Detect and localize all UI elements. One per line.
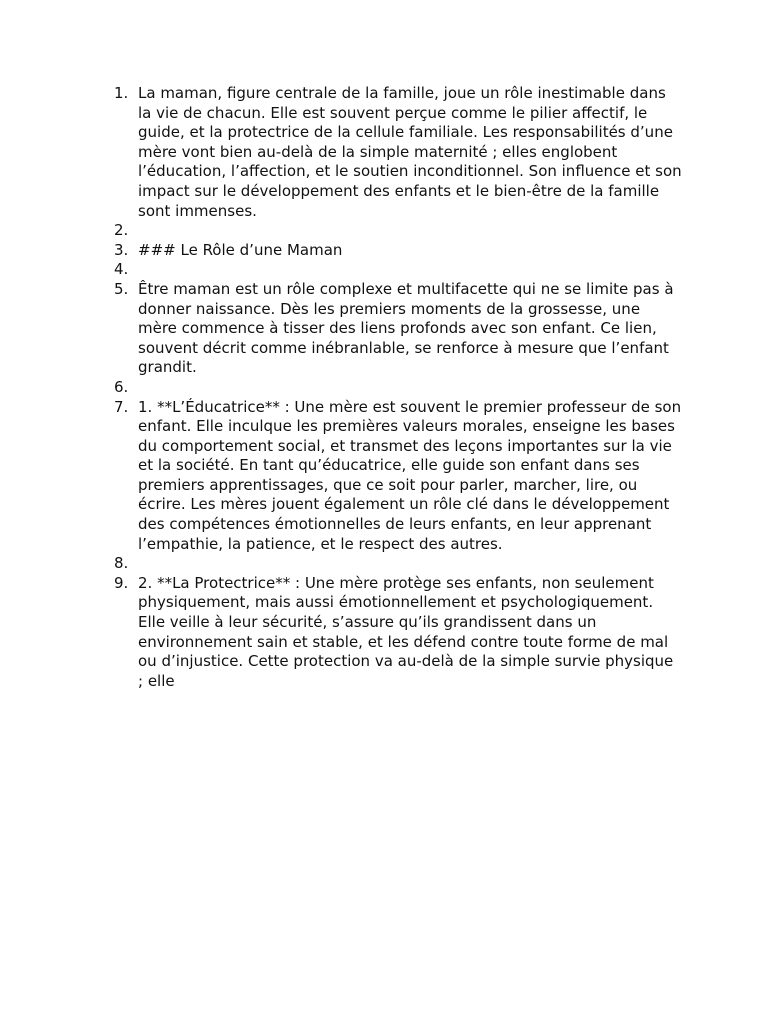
list-item <box>114 280 682 378</box>
list-item-text: Être maman est un rôle complexe et multifacette qui ne se limite pas à donner naissance. Dès les premiers moments de la grossesse, une mère commence à tisser des liens profonds avec son enfant. Ce lien, souvent décrit comme inébranlable, se renforce à mesure que l’enfant grandit. <box>138 279 674 377</box>
list-item-number: 5. <box>114 279 129 298</box>
list-item-number: 2. <box>114 221 129 240</box>
list-item-number: 1. <box>114 84 129 102</box>
list-item-number: 6. <box>114 377 129 396</box>
list-item-number: 8. <box>114 554 129 573</box>
list-item <box>114 241 682 261</box>
list-item <box>114 378 682 398</box>
list-item-text: 1. **L’Éducatrice** : Une mère est souvent le premier professeur de son enfant. Elle inculque les premières valeurs morales, enseigne les bases du comportement social, et transmet des leçons importantes sur la vie et la société. En tant qu’éducatrice, elle guide son enfant dans ses premiers apprentissages, que ce soit pour parler, marcher, lire, ou écrire. Les mères jouent également un rôle clé dans le développement des compétences émotionnelles de leurs enfants, en leur apprenant l’empathie, la patience, et le respect des autres. <box>138 397 682 553</box>
list-item-number: 9. <box>114 573 129 592</box>
list-item-text: La maman, figure centrale de la famille, joue un rôle inestimable dans la vie de chacun. Elle est souvent perçue comme le pilier affectif, le guide, et la protectrice de la cellule familiale. Les responsabilités d’une mère vont bien au-delà de la simple maternité ; elles englobent l’éducation, l’affection, et le soutien inconditionnel. Son influence et son impact sur le développement des enfants et le bien-être de la famille sont immenses. <box>138 84 682 220</box>
list-item-text: 2. **La Protectrice** : Une mère protège ses enfants, non seulement physiquement, mais aussi émotionnellement et psychologiquement. Elle veille à leur sécurité, s’assure qu’ils grandissent dans un environnement sain et stable, et les défend contre toute forme de mal ou d’injustice. Cette protection va au-delà de la simple survie physique ; elle <box>138 573 674 690</box>
numbered-list <box>114 84 682 691</box>
list-item-number: 7. <box>114 397 129 416</box>
list-item <box>114 574 682 692</box>
list-item <box>114 260 682 280</box>
list-item-number: 4. <box>114 260 129 279</box>
list-item-number: 3. <box>114 240 129 259</box>
list-item-text: ### Le Rôle d’une Maman <box>138 240 343 259</box>
list-item <box>114 221 682 241</box>
list-item <box>114 554 682 574</box>
list-item <box>114 84 682 221</box>
list-item <box>114 398 682 555</box>
